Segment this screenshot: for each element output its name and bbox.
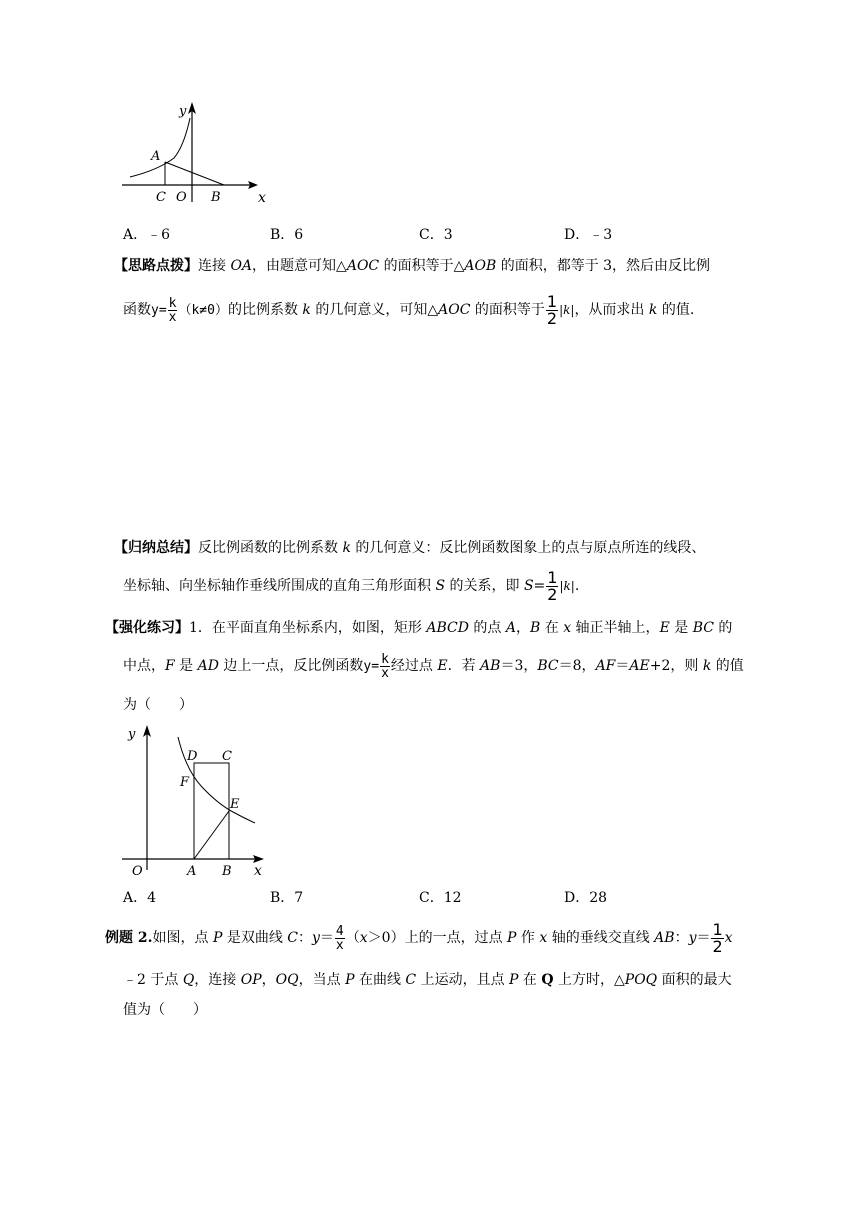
example2-line-3 [123, 1000, 207, 1020]
hint-tag: 【思路点拨】 [114, 258, 198, 274]
text: 上运动，且点 [416, 972, 510, 988]
hint-line-2 [123, 290, 694, 330]
text: 在 [518, 972, 542, 988]
fig2-label-O: O [132, 864, 143, 879]
text: ，从而求出 [574, 302, 649, 318]
text: k [342, 540, 351, 556]
example2-line-1 [105, 918, 733, 958]
fraction-one-half: $\frac{1}{2}$ [546, 291, 558, 328]
fig2-label-F: F [180, 775, 190, 790]
text: y [688, 930, 697, 946]
fig2-label-B: B [222, 864, 232, 879]
option-a[interactable]: A．﹣6 [123, 227, 171, 243]
text: 的点 [468, 620, 506, 636]
text: ，当点 [298, 972, 346, 988]
text: ＝ [696, 930, 711, 946]
fig2-label-A: A [187, 864, 197, 879]
text: P [507, 930, 517, 946]
fig1-label-A: A [151, 149, 161, 164]
fig1-label-y: y [179, 104, 187, 119]
fig1-label-x: x [258, 190, 266, 206]
fig1-segment-ab [165, 162, 224, 185]
text: 连接 [198, 258, 231, 274]
text: AB [654, 930, 675, 946]
practice-line-2 [123, 646, 744, 686]
text: E [659, 620, 670, 636]
text: C [287, 930, 298, 946]
text: E [437, 658, 448, 674]
text: 反比例函数的比例系数 [198, 540, 343, 556]
text: 经过点 [390, 658, 438, 674]
summary-line-1 [114, 538, 705, 558]
text: k [302, 302, 311, 318]
text: A [505, 620, 516, 636]
fig2-segment-ae [194, 811, 229, 859]
text: ABCD [426, 620, 469, 636]
text: 函数 [123, 302, 151, 318]
fig1-label-C: C [156, 190, 166, 205]
fig1-label-O: O [176, 190, 187, 205]
text: 的值 [711, 658, 744, 674]
text: 轴正半轴上， [571, 620, 660, 636]
text: x [563, 620, 572, 636]
text: ， [261, 972, 276, 988]
text: 的面积等于△ [379, 258, 465, 274]
text: ．若 [447, 658, 481, 674]
text: +2，则 [649, 658, 703, 674]
option-c[interactable]: C．3 [419, 227, 453, 243]
text: C [405, 972, 417, 988]
text: 的 [713, 620, 733, 636]
figure-1 [118, 98, 268, 208]
practice-line-3 [123, 695, 193, 715]
text: 轴的垂线交直线 [547, 930, 655, 946]
text: B [530, 620, 541, 636]
text: 值为（ ） [123, 1002, 207, 1018]
figure-2 [118, 720, 278, 882]
fig2-label-E: E [230, 797, 240, 812]
formula-y: y= [151, 303, 167, 318]
text: ＝ [615, 658, 630, 674]
text: = [533, 578, 546, 594]
summary-line-2 [123, 566, 579, 606]
fraction-one-half: $\frac{1}{2}$ [547, 567, 558, 604]
text: P [509, 972, 519, 988]
text: 边上一点，反比例函数 [218, 658, 364, 674]
summary-tag: 【归纳总结】 [114, 540, 198, 556]
text: AOC [346, 258, 380, 274]
text: 面积的最大 [657, 972, 732, 988]
text: x [724, 930, 733, 946]
text: |k| [559, 303, 575, 317]
text: 坐标轴、向坐标轴作垂线所围成的直角三角形面积 [123, 578, 436, 594]
formula-y: y= [363, 659, 380, 674]
text: ﹣2 于点 [123, 972, 183, 988]
fig2-rectangle [194, 763, 229, 859]
fraction-one-half: $\frac{1}{2}$ [712, 919, 723, 956]
text: OQ [275, 972, 299, 988]
text: AF [595, 658, 616, 674]
text: ： [298, 930, 312, 946]
text: k [702, 658, 712, 674]
text: 的面积，都等于 3，然后由反比例 [496, 258, 711, 274]
text: （ [345, 930, 360, 946]
text: P [212, 930, 223, 946]
text: x [359, 930, 368, 946]
text: 的几何意义，可知△ [310, 302, 439, 318]
text: 是双曲线 [222, 930, 288, 946]
text: ＝8， [558, 658, 596, 674]
text: 如图，点 [152, 930, 213, 946]
text: ，由题意可知△ [252, 258, 347, 274]
option-b[interactable]: B．7 [270, 890, 304, 906]
text: 在曲线 [354, 972, 406, 988]
text: 的关系，即 [445, 578, 524, 594]
option-c[interactable]: C．12 [419, 890, 462, 906]
fig2-label-y: y [128, 727, 136, 742]
text: 的几何意义：反比例函数图象上的点与原点所连的线段、 [350, 540, 706, 556]
text: OP [240, 972, 262, 988]
text: 1．在平面直角坐标系内，如图，矩形 [189, 620, 427, 636]
text: ＞0）上的一点，过点 [367, 930, 508, 946]
text: . [574, 578, 580, 594]
text: ， [516, 620, 530, 636]
text: AOB [464, 258, 497, 274]
practice-line-1 [105, 618, 732, 638]
option-b[interactable]: B．6 [270, 227, 304, 243]
formula-condition: （k≠0） [178, 303, 228, 318]
text: AD [197, 658, 219, 674]
text: AE [629, 658, 650, 674]
text: ，连接 [194, 972, 241, 988]
text: BC [692, 620, 714, 636]
hint-line-1 [114, 256, 710, 276]
text: BC [537, 658, 559, 674]
option-d[interactable]: D．28 [564, 890, 608, 906]
text: x [539, 930, 548, 946]
example2-line-2 [123, 970, 732, 990]
text: 中点， [123, 658, 165, 674]
text: 的值. [657, 302, 695, 318]
fraction-k-over-x: $\frac{k}{x}$ [168, 295, 177, 325]
text: AB [480, 658, 501, 674]
practice-tag: 【强化练习】 [105, 620, 189, 636]
text: 是 [174, 658, 198, 674]
option-a[interactable]: A．4 [123, 890, 157, 906]
text: Q [541, 972, 554, 988]
text: ： [674, 930, 689, 946]
fig2-label-x: x [254, 863, 262, 879]
text: S [435, 578, 446, 594]
text: F [165, 658, 175, 674]
text: POQ [624, 972, 658, 988]
fig2-label-D: D [187, 749, 198, 764]
fig1-label-B: B [211, 190, 221, 205]
fig2-label-C: C [222, 749, 232, 764]
text: 是 [669, 620, 693, 636]
text: |k| [559, 579, 575, 593]
text: AOC [438, 302, 471, 318]
fraction-k-over-x: $\frac{k}{x}$ [381, 651, 389, 681]
text: y [312, 930, 320, 946]
option-d[interactable]: D．﹣3 [564, 227, 613, 243]
fraction-4-over-x: $\frac{4}{x}$ [335, 923, 344, 953]
text: 为（ ） [123, 697, 193, 713]
text: OA [230, 258, 253, 274]
text: ＝ [319, 930, 334, 946]
text: 作 [516, 930, 540, 946]
example2-tag: 例题 2. [105, 930, 153, 946]
text: P [345, 972, 355, 988]
text: k [648, 302, 658, 318]
text: 的比例系数 [227, 302, 303, 318]
text: ＝3， [500, 658, 538, 674]
text: S [523, 578, 534, 594]
text: 的面积等于 [470, 302, 545, 318]
text: Q [182, 972, 195, 988]
text: 上方时，△ [553, 972, 625, 988]
text: 在 [540, 620, 564, 636]
